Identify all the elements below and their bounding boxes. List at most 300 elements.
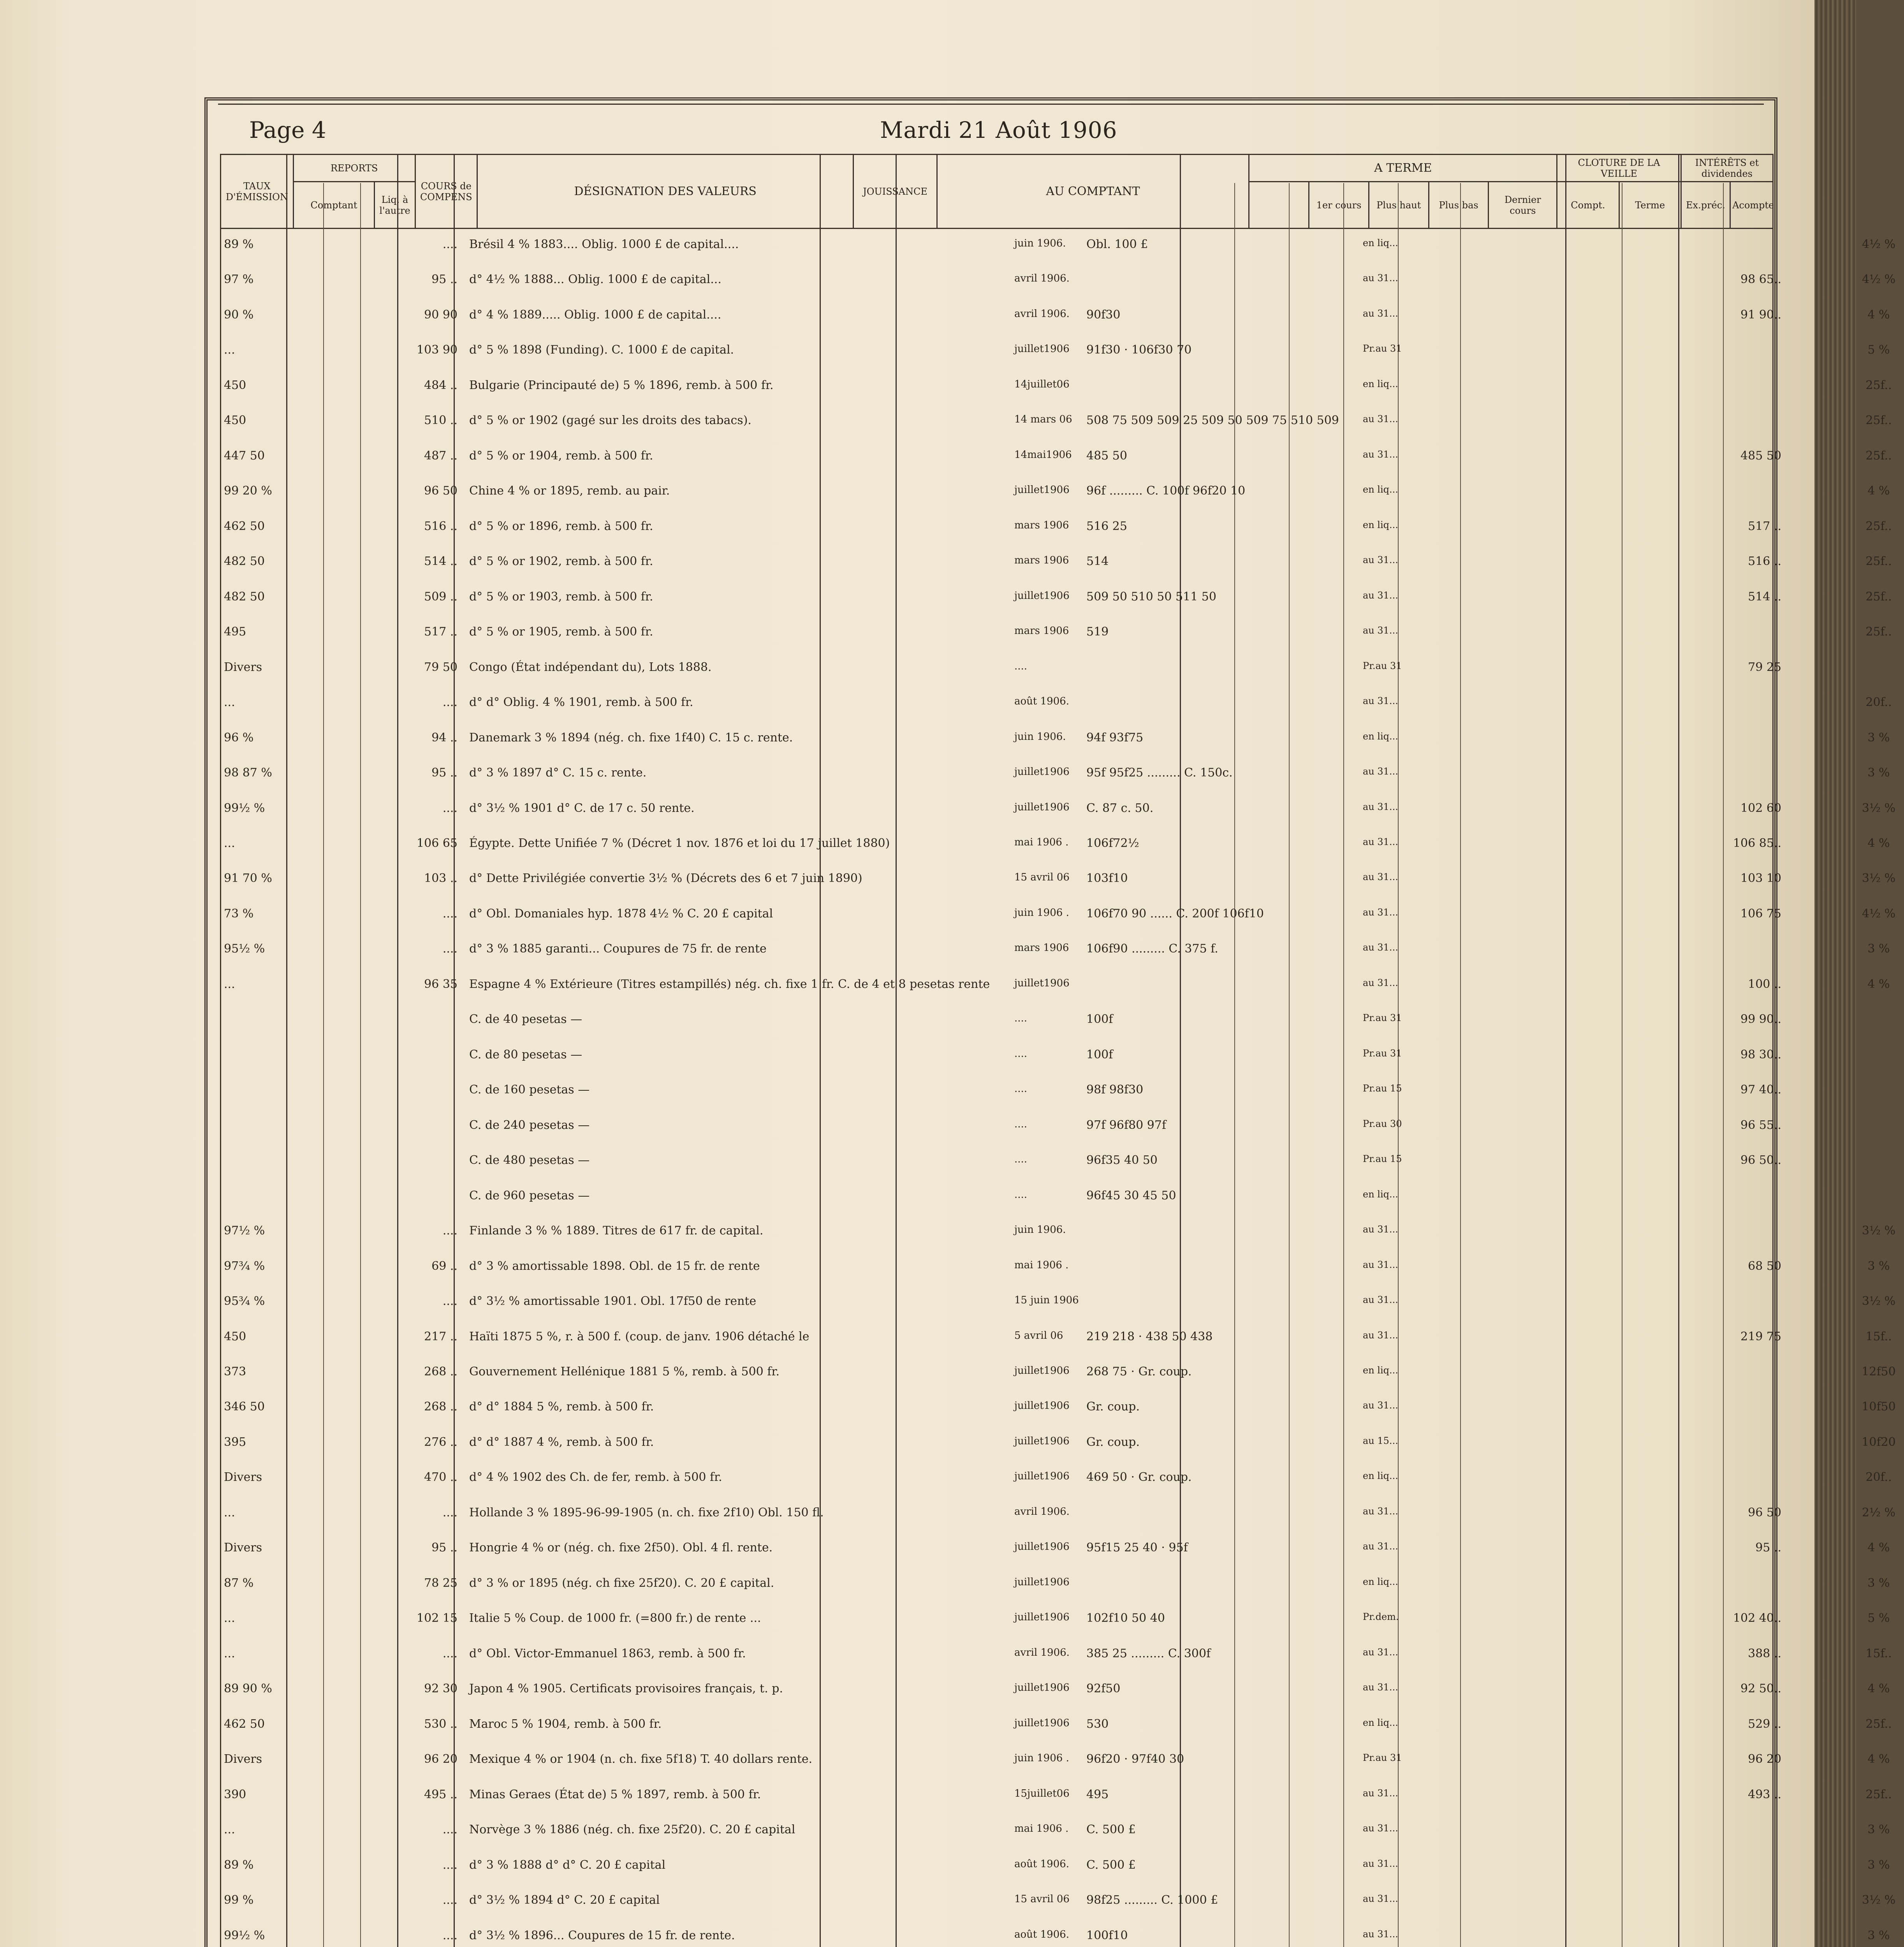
cell-des: d° 5 % or 1903, remb. à 500 fr. [469, 590, 653, 604]
cell-taux: ... [224, 836, 235, 850]
cell-des: d° d° 1887 4 %, remb. à 500 fr. [469, 1435, 654, 1449]
cell-jou: mars 1906 [1014, 625, 1069, 637]
cell-taux: 450 [224, 378, 246, 392]
cell-clo: 493 .. [1748, 1787, 1781, 1801]
cell-des: Danemark 3 % 1894 (nég. ch. fixe 1f40) C. 15 c. rente. [469, 731, 793, 745]
cell-cours: 530 .. [424, 1717, 458, 1731]
cell-cours: 516 .. [424, 519, 458, 533]
cell-terme: au 31... [1363, 414, 1398, 425]
cell-taux: 73 % [224, 907, 254, 921]
cell-cours: 103 .. [424, 871, 458, 885]
col-plus-bas: Plus bas [1429, 182, 1489, 229]
cell-taux: 99 20 % [224, 484, 272, 498]
cell-comp: 106f90 ......... C. 375 f. [1086, 942, 1218, 956]
cell-jou: 15 juin 1906 [1014, 1294, 1079, 1306]
cell-jou: juillet1906 [1014, 484, 1070, 496]
cell-comp: 92f50 [1086, 1682, 1121, 1696]
cell-cours: 217 .. [424, 1329, 458, 1343]
cell-jou: juillet1906 [1014, 1400, 1070, 1412]
cell-cours: .... [442, 1224, 458, 1238]
cell-int: 25f.. [1865, 378, 1892, 392]
cell-des: d° Dette Privilégiée convertie 3½ % (Décrets des 6 et 7 juin 1890) [469, 871, 862, 885]
cell-terme: au 31... [1363, 308, 1398, 319]
cell-taux: Divers [224, 1470, 262, 1484]
cell-jou: juillet1906 [1014, 1717, 1070, 1729]
cell-terme: au 31... [1363, 590, 1398, 601]
cell-cours: 510 .. [424, 414, 458, 428]
cell-terme: Pr.au 15 [1363, 1083, 1402, 1094]
table-row [220, 1607, 1890, 1642]
cell-comp: 98f 98f30 [1086, 1083, 1144, 1097]
col-compt: Compt. [1557, 182, 1619, 229]
col-premier-cours: 1er cours [1309, 182, 1369, 229]
cell-jou: juillet1906 [1014, 590, 1070, 602]
cell-taux: 90 % [224, 308, 254, 322]
cell-jou: juillet1906 [1014, 801, 1070, 813]
cell-des: d° 5 % or 1896, remb. à 500 fr. [469, 519, 653, 533]
cell-terme: au 31... [1363, 1823, 1398, 1834]
cell-cours: .... [442, 1505, 458, 1519]
cell-comp: Gr. coup. [1086, 1435, 1140, 1449]
cell-jou: .... [1014, 660, 1028, 672]
cell-cours: 495 .. [424, 1787, 458, 1801]
cell-int: 25f.. [1865, 519, 1892, 533]
cell-des: d° 3½ % 1896... Coupures de 15 fr. de rente. [469, 1928, 735, 1942]
cell-cours: 95 .. [431, 273, 458, 287]
cell-cours: .... [442, 1823, 458, 1837]
cell-cours: 268 .. [424, 1365, 458, 1378]
table-row [220, 1220, 1896, 1255]
cell-comp: 98f25 ......... C. 1000 £ [1086, 1893, 1218, 1907]
cell-cours: 517 .. [424, 625, 458, 639]
cell-jou: mars 1906 [1014, 942, 1069, 954]
table-row [220, 868, 1896, 903]
cell-jou: juin 1906 . [1014, 907, 1069, 919]
cell-comp: 519 [1086, 625, 1109, 639]
cell-des: d° 3 % 1885 garanti... Coupures de 75 fr. de rente [469, 942, 767, 956]
cell-comp: 97f 96f80 97f [1086, 1118, 1167, 1132]
cell-des: C. de 960 pesetas — [469, 1188, 590, 1202]
cell-terme: en liq... [1363, 1576, 1398, 1587]
cell-terme: au 31... [1363, 907, 1398, 918]
table-row [220, 480, 1890, 515]
cell-comp: 106f72½ [1086, 836, 1139, 850]
cell-taux: ... [224, 343, 235, 357]
cell-taux: 395 [224, 1435, 246, 1449]
cell-taux: ... [224, 1823, 235, 1837]
cell-terme: en liq... [1363, 378, 1398, 389]
cell-jou: avril 1906. [1014, 1646, 1070, 1658]
cell-des: Égypte. Dette Unifiée 7 % (Décret 1 nov. 1876 et loi du 17 juillet 1880) [469, 836, 890, 850]
cell-cours: 268 .. [424, 1400, 458, 1414]
cell-des: d° 3½ % amortissable 1901. Obl. 17f50 de rente [469, 1294, 757, 1308]
table-row [220, 938, 1890, 973]
cell-taux: 89 90 % [224, 1682, 272, 1696]
cell-comp: 268 75 · Gr. coup. [1086, 1365, 1192, 1378]
cell-comp: 514 [1086, 555, 1109, 569]
cell-terme: au 31... [1363, 1329, 1398, 1341]
cell-des: C. de 80 pesetas — [469, 1047, 582, 1062]
cell-taux: Divers [224, 660, 262, 674]
cell-des: Minas Geraes (État de) 5 % 1897, remb. à 500 fr. [469, 1787, 761, 1801]
col-plus-haut: Plus haut [1369, 182, 1429, 229]
cell-comp: C. 500 £ [1086, 1858, 1136, 1872]
page-date: Mardi 21 Août 1906 [880, 117, 1117, 143]
table-row [220, 692, 1892, 727]
cell-clo: 516 .. [1748, 555, 1781, 569]
table-row [220, 1572, 1890, 1607]
cell-int: 25f.. [1865, 449, 1892, 463]
cell-int: 5 % [1867, 343, 1890, 357]
cell-comp: 91f30 · 106f30 70 [1086, 343, 1192, 357]
cell-cours: .... [442, 1646, 458, 1660]
cell-des: d° 5 % 1898 (Funding). C. 1000 £ de capital. [469, 343, 734, 357]
cell-comp: 508 75 509 509 25 509 50 509 75 510 509 [1086, 414, 1339, 428]
cell-terme: au 31... [1363, 1928, 1398, 1940]
cell-int: 3 % [1867, 942, 1890, 956]
cell-terme: en liq... [1363, 519, 1398, 530]
cell-taux: ... [224, 695, 235, 709]
cell-taux: 95½ % [224, 942, 265, 956]
table-row [220, 1361, 1896, 1396]
cell-taux: 99½ % [224, 801, 265, 815]
cell-comp: 96f20 · 97f40 30 [1086, 1752, 1184, 1766]
table-row [220, 1044, 1781, 1079]
cell-terme: Pr.au 15 [1363, 1153, 1402, 1165]
cell-jou: 14juillet06 [1014, 378, 1070, 390]
cell-cours: 79 50 [424, 660, 458, 674]
page-number: Page 4 [249, 117, 326, 143]
cell-des: Norvège 3 % 1886 (nég. ch. fixe 25f20). C. 20 £ capital [469, 1823, 795, 1837]
cell-terme: au 31... [1363, 1646, 1398, 1658]
cell-des: d° 5 % or 1904, remb. à 500 fr. [469, 449, 653, 463]
cell-terme: au 31... [1363, 1294, 1398, 1306]
cell-comp: Gr. coup. [1086, 1400, 1140, 1414]
cell-terme: Pr.dem. [1363, 1611, 1399, 1623]
cell-des: Gouvernement Hellénique 1881 5 %, remb. à 500 fr. [469, 1365, 780, 1378]
book-spine-edge [1814, 0, 1856, 1947]
cell-clo: 98 30.. [1740, 1047, 1781, 1062]
cell-terme: en liq... [1363, 731, 1398, 742]
cell-clo: 388 .. [1748, 1646, 1781, 1660]
cell-int: 3½ % [1862, 1294, 1896, 1308]
cell-jou: mai 1906 . [1014, 1823, 1069, 1835]
cell-comp: 100f10 [1086, 1928, 1128, 1942]
cell-jou: avril 1906. [1014, 273, 1070, 285]
cell-jou: mars 1906 [1014, 555, 1069, 567]
cell-int: 4½ % [1862, 273, 1896, 287]
cell-des: Hollande 3 % 1895-96-99-1905 (n. ch. fixe 2f10) Obl. 150 fl. [469, 1505, 824, 1519]
cell-int: 25f.. [1865, 414, 1892, 428]
cell-taux: 89 % [224, 238, 254, 251]
cell-des: Hongrie 4 % or (nég. ch. fixe 2f50). Obl. 4 fl. rente. [469, 1541, 773, 1555]
cell-cours: .... [442, 801, 458, 815]
cell-clo: 79 25 [1748, 660, 1781, 674]
cell-des: d° 3½ % 1894 d° C. 20 £ capital [469, 1893, 660, 1907]
table-row [220, 833, 1890, 868]
cell-des: d° 5 % or 1902, remb. à 500 fr. [469, 555, 653, 569]
cell-des: C. de 240 pesetas — [469, 1118, 590, 1132]
cell-terme: en liq... [1363, 1365, 1398, 1376]
cell-des: d° 4½ % 1888... Oblig. 1000 £ de capital... [469, 273, 721, 287]
cell-int: 20f.. [1865, 1470, 1892, 1484]
cell-clo: 514 .. [1748, 590, 1781, 604]
cell-clo: 219 75 [1740, 1329, 1781, 1343]
cell-int: 5 % [1867, 1611, 1890, 1625]
cell-taux: 373 [224, 1365, 246, 1378]
table-row [220, 1502, 1896, 1537]
table-row [220, 1255, 1890, 1290]
cell-int: 4 % [1867, 977, 1890, 991]
cell-terme: Pr.au 31 [1363, 1047, 1402, 1059]
cell-comp: 106f70 90 ...... C. 200f 106f10 [1086, 907, 1264, 921]
cell-comp: C. 87 c. 50. [1086, 801, 1154, 815]
cell-jou: juin 1906. [1014, 731, 1066, 743]
cell-jou: .... [1014, 1153, 1028, 1165]
cell-taux: 450 [224, 414, 246, 428]
table-row [220, 657, 1781, 692]
cell-taux: 96 % [224, 731, 254, 745]
cell-int: 4½ % [1862, 238, 1896, 251]
cell-taux: 482 50 [224, 555, 265, 569]
cell-int: 12f50 [1862, 1365, 1896, 1378]
table-row [220, 903, 1896, 938]
cell-clo: 96 50.. [1740, 1153, 1781, 1167]
table-row [220, 375, 1892, 410]
cell-taux: 97¾ % [224, 1259, 265, 1273]
cell-taux: 98 87 % [224, 766, 272, 780]
cell-des: C. de 160 pesetas — [469, 1083, 590, 1097]
cell-int: 25f.. [1865, 555, 1892, 569]
cell-comp: 530 [1086, 1717, 1109, 1731]
cell-taux: 97 % [224, 273, 254, 287]
cell-terme: en liq... [1363, 1717, 1398, 1728]
cell-int: 25f.. [1865, 590, 1892, 604]
table-row [220, 1854, 1890, 1889]
col-a-terme: A TERME [1249, 155, 1557, 182]
cell-clo: 529 .. [1748, 1717, 1781, 1731]
col-liq: Liq. à l'autre [375, 182, 415, 229]
cell-des: d° 3 % 1888 d° d° C. 20 £ capital [469, 1858, 666, 1872]
cell-int: 3 % [1867, 766, 1890, 780]
cell-terme: Pr.au 31 [1363, 343, 1402, 354]
cell-terme: au 31... [1363, 1541, 1398, 1552]
cell-jou: juillet1906 [1014, 766, 1070, 778]
cell-jou: juillet1906 [1014, 1435, 1070, 1447]
table-row [220, 1925, 1890, 1947]
cell-jou: 14mai1906 [1014, 449, 1072, 461]
cell-terme: au 31... [1363, 977, 1398, 988]
col-au-comptant: AU COMPTANT [937, 155, 1249, 229]
cell-clo: 517 .. [1748, 519, 1781, 533]
cell-int: 3 % [1867, 1858, 1890, 1872]
cell-cours: .... [442, 942, 458, 956]
cell-terme: Pr.au 31 [1363, 1012, 1402, 1024]
table-row [220, 1819, 1890, 1854]
cell-des: C. de 40 pesetas — [469, 1012, 582, 1026]
cell-int: 15f.. [1865, 1329, 1892, 1343]
col-comptant: Comptant [293, 182, 375, 229]
table-row [220, 1009, 1781, 1044]
cell-jou: avril 1906. [1014, 308, 1070, 320]
cell-des: Maroc 5 % 1904, remb. à 500 fr. [469, 1717, 662, 1731]
cell-int: 3 % [1867, 1823, 1890, 1837]
cell-des: d° 4 % 1902 des Ch. de fer, remb. à 500 fr. [469, 1470, 722, 1484]
col-reports: REPORTS [293, 155, 415, 182]
cell-int: 3 % [1867, 1928, 1890, 1942]
cell-comp: 96f45 30 45 50 [1086, 1188, 1176, 1202]
cell-jou: juillet1906 [1014, 1611, 1070, 1623]
cell-cours: 69 .. [431, 1259, 458, 1273]
cell-comp: 102f10 50 40 [1086, 1611, 1165, 1625]
table-row [220, 1713, 1892, 1748]
cell-cours: 92 30 [424, 1682, 458, 1696]
cell-clo: 106 85.. [1733, 836, 1781, 850]
cell-comp: 96f ......... C. 100f 96f20 10 [1086, 484, 1246, 498]
cell-terme: Pr.au 31 [1363, 660, 1402, 671]
column-header-table [220, 154, 1774, 229]
table-row [220, 1114, 1781, 1150]
cell-cours: 96 50 [424, 484, 458, 498]
cell-cours: 96 35 [424, 977, 458, 991]
table-row [220, 304, 1890, 339]
cell-cours: .... [442, 907, 458, 921]
table-row [220, 1079, 1781, 1114]
cell-terme: au 31... [1363, 871, 1398, 883]
cell-clo: 102 40.. [1733, 1611, 1781, 1625]
cell-int: 4 % [1867, 484, 1890, 498]
cell-comp: 469 50 · Gr. coup. [1086, 1470, 1192, 1484]
cell-cours: 95 .. [431, 766, 458, 780]
cell-taux: 97½ % [224, 1224, 265, 1238]
col-cloture: CLOTURE DE LA VEILLE [1557, 155, 1681, 182]
cell-jou: juillet1906 [1014, 1576, 1070, 1588]
cell-jou: juillet1906 [1014, 343, 1070, 355]
cell-terme: au 31... [1363, 1259, 1398, 1270]
cell-comp: 95f 95f25 ......... C. 150c. [1086, 766, 1233, 780]
table-row [220, 410, 1892, 445]
col-jouissance: JOUISSANCE [853, 155, 937, 229]
cell-int: 20f.. [1865, 695, 1892, 709]
cell-taux: ... [224, 1646, 235, 1660]
table-row [220, 1889, 1896, 1924]
cell-int: 3 % [1867, 1576, 1890, 1590]
cell-terme: Pr.au 31 [1363, 1752, 1402, 1764]
table-row [220, 974, 1890, 1009]
cell-comp: 516 25 [1086, 519, 1127, 533]
cell-terme: au 31... [1363, 1224, 1398, 1235]
cell-jou: 15juillet06 [1014, 1787, 1070, 1799]
table-row [220, 1537, 1890, 1572]
cell-terme: au 31... [1363, 836, 1398, 847]
cell-taux: 99 % [224, 1893, 254, 1907]
cell-taux: 99½ % [224, 1928, 265, 1942]
table-row [220, 234, 1896, 269]
cell-des: Congo (État indépendant du), Lots 1888. [469, 660, 712, 674]
col-cours: COURS de COMPENS [415, 155, 477, 229]
cell-terme: au 31... [1363, 625, 1398, 636]
cell-jou: mars 1906 [1014, 519, 1069, 531]
cell-int: 4 % [1867, 308, 1890, 322]
cell-terme: au 31... [1363, 942, 1398, 953]
cell-jou: juin 1906 . [1014, 1752, 1069, 1764]
cell-des: d° 3 % 1897 d° C. 15 c. rente. [469, 766, 647, 780]
cell-comp: C. 500 £ [1086, 1823, 1136, 1837]
table-row [220, 586, 1892, 621]
cell-jou: juin 1906. [1014, 1224, 1066, 1236]
cell-int: 25f.. [1865, 625, 1892, 639]
cell-clo: 68 50 [1748, 1259, 1781, 1273]
cell-jou: 15 avril 06 [1014, 871, 1070, 884]
cell-des: d° 5 % or 1902 (gagé sur les droits des tabacs). [469, 414, 751, 428]
cell-terme: Pr.au 30 [1363, 1118, 1402, 1129]
cell-jou: .... [1014, 1012, 1028, 1025]
cell-jou: août 1906. [1014, 695, 1070, 708]
cell-jou: juillet1906 [1014, 1470, 1070, 1482]
cell-comp: 509 50 510 50 511 50 [1086, 590, 1216, 604]
col-acompte: Acompte [1730, 182, 1773, 229]
cell-comp: 495 [1086, 1787, 1109, 1801]
cell-taux: 462 50 [224, 1717, 265, 1731]
col-taux: TAUX D'ÉMISSION [221, 155, 294, 229]
cell-cours: 514 .. [424, 555, 458, 569]
cell-terme: au 31... [1363, 273, 1398, 284]
cell-taux: 91 70 % [224, 871, 272, 885]
cell-clo: 96 55.. [1740, 1118, 1781, 1132]
cell-taux: 87 % [224, 1576, 254, 1590]
table-row [220, 727, 1890, 762]
cell-cours: 509 .. [424, 590, 458, 604]
cell-int: 4½ % [1862, 907, 1896, 921]
table-row [220, 797, 1896, 833]
cell-clo: 485 50 [1740, 449, 1781, 463]
cell-cours: 78 25 [424, 1576, 458, 1590]
cell-taux: 495 [224, 625, 246, 639]
table-row [220, 1150, 1781, 1185]
cell-comp: 95f15 25 40 · 95f [1086, 1541, 1188, 1555]
cell-jou: .... [1014, 1083, 1028, 1095]
table-row [220, 445, 1892, 480]
cell-int: 3 % [1867, 1259, 1890, 1273]
cell-int: 3½ % [1862, 871, 1896, 885]
cell-des: Chine 4 % or 1895, remb. au pair. [469, 484, 670, 498]
cell-comp: 100f [1086, 1012, 1113, 1026]
cell-des: Bulgarie (Principauté de) 5 % 1896, remb. à 500 fr. [469, 378, 774, 392]
cell-int: 4 % [1867, 1541, 1890, 1555]
cell-terme: au 15... [1363, 1435, 1398, 1446]
cell-jou: juin 1906. [1014, 238, 1066, 249]
table-row [220, 1396, 1896, 1431]
cell-des: Japon 4 % 1905. Certificats provisoires français, t. p. [469, 1682, 783, 1696]
cell-int: 10f20 [1862, 1435, 1896, 1449]
cell-taux: Divers [224, 1541, 262, 1555]
cell-comp: 485 50 [1086, 449, 1127, 463]
cell-comp: 90f30 [1086, 308, 1121, 322]
cell-jou: .... [1014, 1188, 1028, 1201]
cell-cours: 94 .. [431, 731, 458, 745]
cell-terme: en liq... [1363, 484, 1398, 495]
cell-terme: au 31... [1363, 1400, 1398, 1411]
cell-clo: 96 20 [1748, 1752, 1781, 1766]
cell-comp: 96f35 40 50 [1086, 1153, 1158, 1167]
cell-terme: au 31... [1363, 1787, 1398, 1799]
cell-cours: .... [442, 1294, 458, 1308]
cell-terme: au 31... [1363, 1505, 1398, 1517]
cell-des: d° 4 % 1889..... Oblig. 1000 £ de capital.... [469, 308, 721, 322]
cell-comp: 219 218 · 438 50 438 [1086, 1329, 1213, 1343]
cell-jou: août 1906. [1014, 1928, 1070, 1940]
table-row [220, 1431, 1896, 1466]
